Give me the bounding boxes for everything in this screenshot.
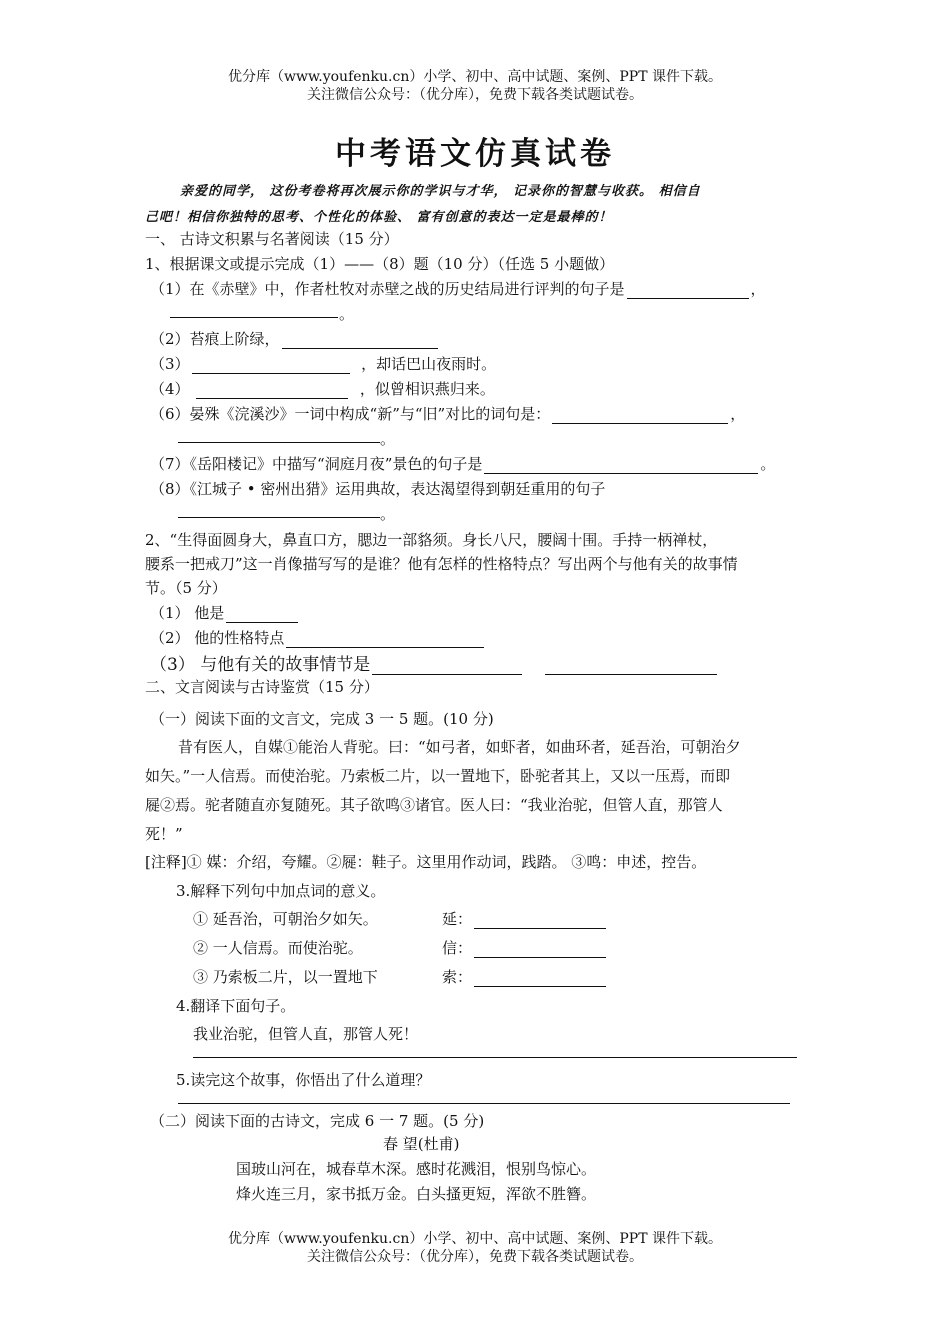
q4-sentence: 我业治驼，但管人直，那管人死！ — [193, 1025, 419, 1043]
q2-part-1 — [150, 602, 300, 623]
poem-line-1: 国玻山河在，城春草木深。感时花溅泪，恨别鸟惊心。 — [236, 1160, 597, 1178]
answer-blank[interactable] — [226, 608, 298, 623]
answer-blank[interactable] — [286, 633, 484, 648]
page-title: 中考语文仿真试卷 — [335, 136, 615, 172]
answer-blank[interactable] — [372, 660, 522, 675]
answer-blank[interactable] — [474, 943, 606, 958]
q2-line-2: 腰系一把戒刀”这一肖像描写写的是谁？他有怎样的性格特点？写出两个与他有关的故事情 — [145, 555, 738, 573]
q1-item-3-label: （3） — [150, 355, 190, 373]
q2-part-3-text: （3） 与他有关的故事情节是 — [150, 655, 371, 675]
intro-line-2: 己吧！相信你独特的思考、个性化的体验、 富有创意的表达一定是最棒的！ — [145, 210, 613, 225]
answer-blank[interactable] — [627, 284, 749, 299]
header-line-2: 关注微信公众号：（优分库），免费下载各类试题试卷。 — [307, 87, 643, 103]
answer-blank[interactable] — [196, 384, 348, 399]
q3-item-1-sentence: ① 延吾治，可朝治夕如矢。 — [193, 910, 378, 928]
passage-line-1: 昔有医人，自媒①能治人背驼。曰：“如弓者，如虾者，如曲环者，延吾治，可朝治夕 — [178, 738, 741, 756]
answer-blank[interactable] — [484, 459, 758, 474]
q1-stem: 1、根据课文或提示完成（1）——（8）题（10 分）（任选 5 小题做） — [145, 255, 615, 273]
footer-line-2: 关注微信公众号：（优分库），免费下载各类试题试卷。 — [307, 1249, 643, 1265]
part1-heading: （一）阅读下面的文言文，完成 3 一 5 题。(10 分) — [150, 710, 494, 728]
q4-stem: 4.翻译下面句子。 — [176, 997, 296, 1015]
q1-item-8 — [150, 478, 605, 499]
poem-line-2: 烽火连三月，家书抵万金。白头搔更短，浑欲不胜簪。 — [236, 1185, 597, 1203]
passage-line-3: 屣②焉。驼者随直亦复随死。其子欲鸣③诸官。医人曰：“我业治驼，但管人直，那管人 — [145, 796, 723, 814]
intro-line-1: 亲爱的同学， 这份考卷将再次展示你的学识与才华， 记录你的智慧与收获。 相信自 — [180, 184, 701, 199]
answer-line[interactable] — [193, 1057, 797, 1058]
answer-blank[interactable] — [178, 517, 380, 518]
q3-item-3-word-label: 索： — [442, 968, 473, 986]
q3-item-3-word — [442, 966, 608, 987]
answer-blank[interactable] — [474, 972, 606, 987]
q1-item-4-label: （4） — [150, 380, 190, 398]
q1-item-3-text: ，却话巴山夜雨时。 — [361, 355, 497, 373]
q1-item-6-text: （6）晏殊《浣溪沙》一词中构成“新”与“旧”对比的词句是： — [150, 405, 551, 423]
answer-blank[interactable] — [474, 914, 606, 929]
q1-item-2-text: （2）苔痕上阶绿， — [150, 330, 280, 348]
answer-blank[interactable] — [192, 359, 350, 374]
q3-item-2-word — [442, 937, 608, 958]
answer-blank[interactable] — [282, 334, 438, 349]
q3-item-3-sentence: ③ 乃索板二片，以一置地下 — [193, 968, 378, 986]
section1-heading: 一、 古诗文积累与名著阅读（15 分） — [145, 230, 399, 248]
period-mark: 。 — [339, 305, 355, 323]
answer-blank[interactable] — [545, 660, 717, 675]
answer-blank[interactable] — [178, 442, 380, 443]
q1-item-3 — [150, 353, 496, 374]
annotation-notes: [注释]① 媒：介绍，夸耀。②屣：鞋子。这里用作动词，践踏。 ③鸣：申述，控告。 — [145, 853, 707, 871]
q2-line-3: 节。（5 分） — [145, 579, 227, 597]
footer-line-1: 优分库（www.youfenku.cn）小学、初中、高中试题、案例、PPT 课件下载。 — [227, 1231, 722, 1247]
header-line-1: 优分库（www.youfenku.cn）小学、初中、高中试题、案例、PPT 课件下载。 — [227, 69, 722, 85]
answer-blank[interactable] — [170, 317, 338, 318]
period-mark: 。 — [380, 505, 396, 523]
poem-title: 春 望(杜甫) — [383, 1135, 460, 1153]
q3-item-2-word-label: 信： — [442, 939, 473, 957]
q1-item-2 — [150, 328, 440, 349]
q1-item-7-text: （7）《岳阳楼记》中描写“洞庭月夜”景色的句子是 — [150, 455, 483, 473]
period-mark: 。 — [380, 430, 396, 448]
q2-part-2-text: （2） 他的性格特点 — [150, 629, 285, 647]
q3-item-2-sentence: ② 一人信焉。而使治驼。 — [193, 939, 363, 957]
q1-item-6: （6）晏殊《浣溪沙》一词中构成“新”与“旧”对比的词句是： ， — [150, 405, 746, 423]
q1-item-1-text: （1）在《赤壁》中，作者杜牧对赤壁之战的历史结局进行评判的句子是 — [150, 280, 625, 298]
answer-line[interactable] — [178, 1103, 790, 1104]
q2-part-2 — [150, 627, 486, 648]
section2-heading: 二、文言阅读与古诗鉴赏（15 分） — [145, 678, 379, 696]
q2-part-1-text: （1） 他是 — [150, 604, 225, 622]
q5-stem: 5.读完这个故事，你悟出了什么道理？ — [176, 1071, 431, 1089]
q2-part-3 — [150, 650, 719, 675]
passage-line-4: 死！” — [145, 825, 183, 843]
q1-item-4-text: ，似曾相识燕归来。 — [359, 380, 495, 398]
q3-item-1-word-label: 延： — [442, 910, 473, 928]
q3-stem: 3.解释下列句中加点词的意义。 — [176, 882, 386, 900]
answer-blank[interactable] — [552, 409, 728, 424]
q3-item-1-word — [442, 908, 608, 929]
q2-line-1: 2、“生得面圆身大，鼻直口方，腮边一部貉须。身长八尺，腰阔十围。手持一柄禅杖， — [145, 531, 718, 549]
q1-item-8-text: （8）《江城子 • 密州出猎》运用典故，表达渴望得到朝廷重用的句子 — [150, 480, 606, 498]
q1-item-4 — [150, 378, 495, 399]
q1-item-7: （7）《岳阳楼记》中描写“洞庭月夜”景色的句子是 。 — [150, 455, 776, 473]
passage-line-2: 如矢。”一人信焉。而使治驼。乃索板二片，以一置地下，卧驼者其上，又以一压焉，而即 — [145, 767, 731, 785]
q1-item-1: （1）在《赤壁》中，作者杜牧对赤壁之战的历史结局进行评判的句子是 ， — [150, 280, 766, 298]
part2-heading: （二）阅读下面的古诗文，完成 6 一 7 题。(5 分) — [150, 1112, 485, 1130]
